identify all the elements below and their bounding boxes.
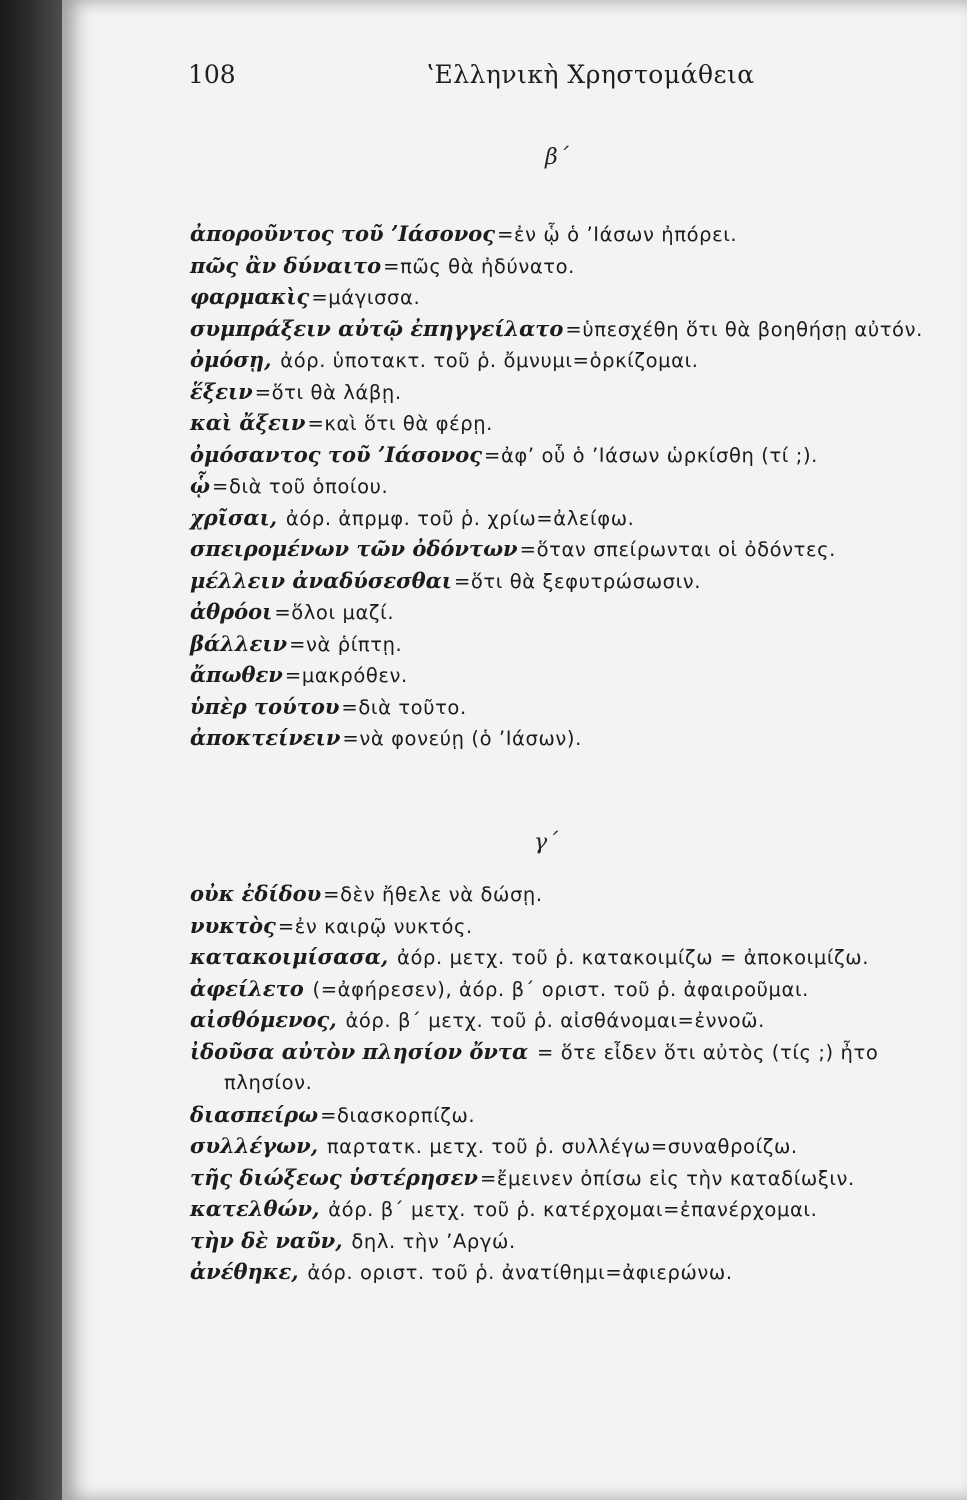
gloss-line bbox=[190, 376, 923, 408]
gloss-definition: =ὅλοι μαζί. bbox=[274, 601, 395, 624]
gloss-term: σπειρομένων τῶν ὀδόντων bbox=[190, 536, 518, 561]
gloss-line bbox=[190, 313, 923, 345]
gloss-line bbox=[190, 502, 923, 534]
gloss-line bbox=[190, 878, 878, 910]
gloss-definition: ἀόρ. μετχ. τοῦ ῥ. κατακοιμίζω = ἀποκοιμίζω. bbox=[390, 946, 869, 969]
gloss-term: ἀθρόοι bbox=[190, 599, 273, 624]
gloss-line bbox=[190, 941, 878, 973]
gloss-term: συλλέγων, bbox=[190, 1133, 319, 1158]
gloss-definition: =ὅτι θὰ λάβῃ. bbox=[254, 380, 402, 404]
gloss-definition: (=ἀφήρεσεν), ἀόρ. β΄ οριστ. τοῦ ῥ. ἀφαιροῦμαι. bbox=[305, 977, 809, 1001]
gloss-definition: =ἀφʼ οὗ ὁ ʼΙάσων ὡρκίσθη (τί ;). bbox=[484, 443, 818, 467]
gloss-term: τὴν δὲ ναῦν, bbox=[190, 1227, 343, 1253]
gloss-term: συμπράξειν αὐτῷ ἐπηγγείλατο bbox=[190, 315, 564, 341]
gloss-definition: =μάγισσα. bbox=[311, 286, 421, 309]
gloss-line bbox=[190, 691, 923, 723]
gloss-line bbox=[190, 470, 923, 502]
gloss-term: ἀνέθηκε, bbox=[190, 1259, 299, 1284]
book-page bbox=[62, 0, 967, 1500]
gloss-line bbox=[190, 250, 923, 282]
gloss-line bbox=[190, 1193, 878, 1225]
gloss-line bbox=[190, 281, 923, 313]
gloss-definition: =ὅταν σπείρωνται οἱ ὀδόντες. bbox=[519, 538, 836, 561]
gloss-line bbox=[190, 344, 923, 376]
gloss-line bbox=[190, 973, 878, 1005]
page-number: 108 bbox=[188, 60, 236, 89]
gloss-line bbox=[190, 722, 923, 754]
running-title: ʽΕλληνικὴ Χρηστομάθεια bbox=[426, 60, 755, 89]
gloss-definition: δηλ. τὴν ʼΑργώ. bbox=[344, 1229, 516, 1253]
gloss-definition: =διασκορπίζω. bbox=[320, 1103, 476, 1127]
gloss-line bbox=[190, 218, 923, 250]
gloss-definition: ἀόρ. οριστ. τοῦ ῥ. ἀνατίθημι=ἀφιερώνω. bbox=[300, 1261, 733, 1284]
gloss-term: ὑπὲρ τούτου bbox=[190, 693, 340, 719]
gloss-term: ἄπωθεν bbox=[190, 662, 283, 687]
gloss-definition: =ὅτι θὰ ξεφυτρώσωσιν. bbox=[453, 569, 702, 593]
gloss-line bbox=[190, 565, 923, 597]
gloss-line bbox=[190, 1004, 878, 1036]
gloss-term: ὀμόσῃ, bbox=[190, 347, 272, 372]
gloss-line bbox=[190, 1036, 878, 1068]
scan-edge-shadow bbox=[0, 0, 70, 1500]
gloss-definition: =νὰ φονεύῃ (ὁ ʼΙάσων). bbox=[342, 727, 582, 750]
gloss-term: ᾧ bbox=[190, 473, 210, 498]
gloss-line bbox=[190, 659, 923, 691]
gloss-term: κατακοιμίσασα, bbox=[190, 944, 389, 969]
gloss-definition: =δὲν ἤθελε νὰ δώσῃ. bbox=[323, 883, 543, 906]
glossary-section-gamma bbox=[190, 878, 878, 1288]
gloss-definition: παρτατκ. μετχ. τοῦ ῥ. συλλέγω=συναθροίζω. bbox=[320, 1135, 798, 1158]
gloss-term: οὐκ ἐδίδου bbox=[190, 881, 322, 906]
gloss-line bbox=[190, 407, 923, 439]
gloss-term: ἀφείλετο bbox=[190, 975, 304, 1001]
gloss-term: καὶ ἄξειν bbox=[190, 410, 306, 435]
glossary-section-beta bbox=[190, 218, 923, 754]
gloss-term: νυκτὸς bbox=[190, 912, 276, 938]
gloss-line bbox=[190, 628, 923, 660]
gloss-definition: ἀόρ. β΄ μετχ. τοῦ ῥ. αἰσθάνομαι=ἐννοῶ. bbox=[338, 1009, 765, 1032]
gloss-term: φαρμακὶς bbox=[190, 284, 310, 309]
gloss-definition: = ὅτε εἶδεν ὅτι αὐτὸς (τίς ;) ἦτο bbox=[530, 1040, 879, 1064]
section-mark-gamma: γ΄ bbox=[534, 830, 559, 855]
gloss-term: ἰδοῦσα αὐτὸν πλησίον ὄντα bbox=[190, 1038, 529, 1064]
gloss-line-continuation bbox=[190, 1067, 878, 1099]
gloss-definition: ἀόρ. ἀπρμφ. τοῦ ῥ. χρίω=ἀλείφω. bbox=[279, 506, 635, 530]
gloss-definition: =ἔμεινεν ὀπίσω εἰς τὴν καταδίωξιν. bbox=[479, 1166, 855, 1190]
gloss-definition: =ἐν καιρῷ νυκτός. bbox=[277, 914, 473, 938]
gloss-definition: =διὰ τοῦ ὁποίου. bbox=[212, 475, 389, 498]
gloss-line bbox=[190, 596, 923, 628]
gloss-definition: ἀόρ. ὑποτακτ. τοῦ ῥ. ὄμνυμι=ὁρκίζομαι. bbox=[273, 349, 699, 372]
gloss-definition: =καὶ ὅτι θὰ φέρῃ. bbox=[307, 412, 493, 435]
gloss-definition: =μακρόθεν. bbox=[284, 664, 408, 687]
page-header bbox=[62, 60, 967, 100]
gloss-line bbox=[190, 1225, 878, 1257]
gloss-term: διασπείρω bbox=[190, 1101, 319, 1127]
gloss-definition: ἀόρ. β΄ μετχ. τοῦ ῥ. κατέρχομαι=ἐπανέρχομαι. bbox=[321, 1198, 818, 1221]
gloss-term: τῆς διώξεως ὑστέρησεν bbox=[190, 1164, 478, 1190]
gloss-term: ἀποροῦντος τοῦ ʼΙάσονος bbox=[190, 221, 496, 246]
gloss-term: κατελθών, bbox=[190, 1196, 320, 1221]
gloss-term: αἰσθόμενος, bbox=[190, 1007, 337, 1032]
gloss-definition: =ἐν ᾧ ὁ ʼΙάσων ἠπόρει. bbox=[497, 223, 738, 246]
gloss-term: χρῖσαι, bbox=[190, 504, 278, 530]
gloss-line bbox=[190, 910, 878, 942]
gloss-term: ἀποκτείνειν bbox=[190, 725, 341, 750]
gloss-definition-continuation: πλησίον. bbox=[224, 1071, 313, 1094]
gloss-term: μέλλειν ἀναδύσεσθαι bbox=[190, 567, 452, 593]
gloss-term: ὀμόσαντος τοῦ ʼΙάσονος bbox=[190, 441, 483, 467]
gloss-definition: =ὑπεσχέθη ὅτι θὰ βοηθήσῃ αὐτόν. bbox=[565, 317, 923, 341]
gloss-term: βάλλειν bbox=[190, 630, 288, 656]
gloss-line bbox=[190, 1130, 878, 1162]
gloss-term: ἕξειν bbox=[190, 378, 253, 404]
gloss-definition: =νὰ ῥίπτῃ. bbox=[289, 632, 403, 656]
gloss-definition: =πῶς θὰ ἠδύνατο. bbox=[383, 254, 575, 278]
gloss-line bbox=[190, 1256, 878, 1288]
gloss-line bbox=[190, 533, 923, 565]
gloss-line bbox=[190, 1162, 878, 1194]
gloss-line bbox=[190, 439, 923, 471]
gloss-term: πῶς ἂν δύναιτο bbox=[190, 252, 382, 278]
gloss-line bbox=[190, 1099, 878, 1131]
gloss-definition: =διὰ τοῦτο. bbox=[341, 695, 467, 719]
section-mark-beta: β΄ bbox=[545, 145, 569, 170]
